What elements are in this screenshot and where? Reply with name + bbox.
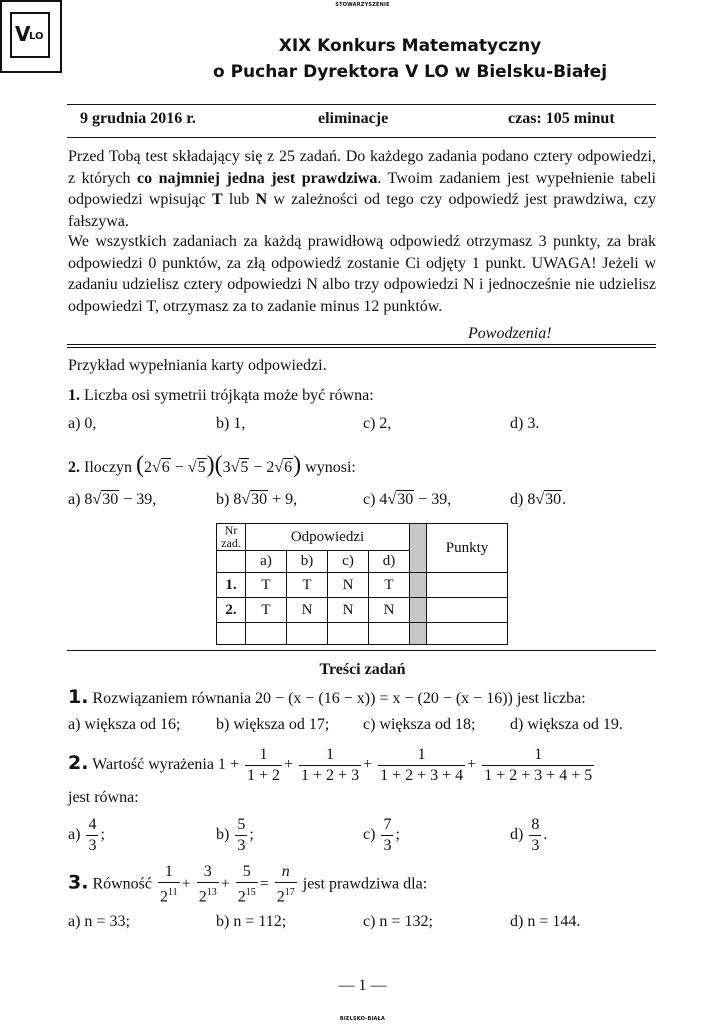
table-header-answers: Odpowiedzi bbox=[246, 524, 410, 551]
exam-date: 9 grudnia 2016 r. bbox=[80, 110, 196, 127]
table-cell: N bbox=[287, 598, 328, 623]
task-3-answer-c: c) n = 132; bbox=[363, 913, 433, 930]
table-cell: N bbox=[328, 573, 369, 598]
task-2-fraction: $\frac{1}{1 + 2 + 3}$ bbox=[301, 746, 360, 784]
table-points-cell bbox=[427, 598, 508, 623]
table-gray-cell bbox=[410, 573, 427, 598]
table-cell: T bbox=[246, 598, 287, 623]
table-cell: T bbox=[287, 573, 328, 598]
table-sub-b: b) bbox=[287, 551, 328, 573]
table-row-nr: 1. bbox=[217, 573, 246, 598]
contest-subtitle: o Puchar Dyrektora V LO w Bielsku-Białej bbox=[212, 62, 608, 82]
task-2-answer-b: b) $\frac{5}{3}$ ; bbox=[216, 816, 254, 854]
table-row-nr bbox=[217, 623, 246, 645]
intro-rule-2 bbox=[67, 347, 656, 348]
table-cell: N bbox=[328, 598, 369, 623]
table-cell bbox=[328, 623, 369, 645]
table-gray-cell bbox=[410, 623, 427, 645]
task-3-answer-b: b) n = 112; bbox=[216, 913, 287, 930]
task-3-fraction: $\frac{3}{2^{13}}$ bbox=[198, 863, 217, 906]
instructions-paragraph-1: Przed Tobą test składający się z 25 zadań. Do każdego zadania podano cztery odpowiedzi, z których co najmniej jedna jest prawdziwa. Twoim zadaniem jest wypełnienie tabeli odpowiedzi wpisując T lub N w zależności od tego czy odpowiedź jest prawdziwa, czy fałszywa. bbox=[68, 148, 657, 230]
example-q2-answer-a: a) 8√30 − 39, bbox=[68, 491, 157, 508]
table-row bbox=[217, 623, 508, 645]
task-2-fraction: $\frac{1}{1 + 2 + 3 + 4}$ bbox=[380, 746, 464, 784]
table-points-cell bbox=[427, 573, 508, 598]
table-row-nr: 2. bbox=[217, 598, 246, 623]
task-1-answer-d: d) większa od 19. bbox=[510, 716, 623, 733]
example-q1-answer-a: a) 0, bbox=[68, 415, 97, 432]
table-cell bbox=[287, 623, 328, 645]
exam-time: czas: 105 minut bbox=[508, 110, 615, 127]
table-cell: T bbox=[246, 573, 287, 598]
example-question-1: 1. Liczba osi symetrii trójkąta może być równa: bbox=[68, 387, 374, 404]
table-cell bbox=[369, 623, 410, 645]
table-header-nr-cont bbox=[217, 551, 246, 573]
example-q2-answer-d: d) 8√30. bbox=[510, 491, 567, 508]
task-3-answer-d: d) n = 144. bbox=[510, 913, 581, 930]
logo-top-text: STOWARZYSZENIE bbox=[335, 2, 390, 8]
page-number: — 1 — bbox=[338, 977, 387, 994]
table-row bbox=[217, 573, 508, 598]
table-points-cell bbox=[427, 623, 508, 645]
table-sub-d: d) bbox=[369, 551, 410, 573]
logo-letters-lo: LO bbox=[29, 31, 44, 42]
example-q1-answer-c: c) 2, bbox=[363, 415, 392, 432]
example-q2-answer-c: c) 4√30 − 39, bbox=[363, 491, 452, 508]
header-rule-bottom bbox=[67, 137, 656, 138]
example-answer-table bbox=[216, 523, 508, 645]
table-row bbox=[217, 598, 508, 623]
table-header-points: Punkty bbox=[427, 524, 508, 573]
table-gray-cell bbox=[410, 598, 427, 623]
task-1-answer-b: b) większa od 17; bbox=[216, 716, 330, 733]
example-question-2: 2. Iloczyn (2√6 − √5)(3√5 − 2√6) wynosi: bbox=[68, 452, 356, 478]
table-cell bbox=[246, 623, 287, 645]
logo-letter-v: V bbox=[15, 22, 31, 46]
exam-stage: eliminacje bbox=[318, 110, 389, 127]
instructions-paragraph-2: We wszystkich zadaniach za każdą prawidłową odpowiedź otrzymasz 3 punkty, za brak odpowiedzi 0 punktów, za złą odpowiedź zostanie Ci odjęty 1 punkt. UWAGA! Jeżeli w zadaniu udzielisz cztery odpowiedzi N albo trzy odpowiedzi N i jednocześnie nie udzielisz odpowiedzi T, otrzymasz za to zadanie minus 12 punktów. bbox=[68, 233, 656, 315]
section-rule bbox=[67, 650, 656, 651]
task-3-fraction: $\frac{1}{2^{11}}$ bbox=[160, 863, 178, 906]
task-2-suffix: jest równa: bbox=[68, 789, 139, 806]
task-2-answer-d: d) $\frac{8}{3}$ . bbox=[510, 816, 548, 854]
task-1-question: 1. Rozwiązaniem równania 20 − (x − (16 − x)) = x − (20 − (x − 16)) jest liczba: bbox=[68, 686, 586, 708]
example-q2-answer-b: b) 8√30 + 9, bbox=[216, 491, 298, 508]
task-2-fraction: $\frac{1}{1 + 2 + 3 + 4 + 5}$ bbox=[484, 746, 593, 784]
example-q1-answer-b: b) 1, bbox=[216, 415, 246, 432]
table-cell: T bbox=[369, 573, 410, 598]
table-gray-column bbox=[410, 524, 427, 573]
table-sub-c: c) bbox=[328, 551, 369, 573]
table-sub-a: a) bbox=[246, 551, 287, 573]
task-1-answer-a: a) większa od 16; bbox=[68, 716, 181, 733]
table-header-nr: Nr zad. bbox=[217, 524, 246, 551]
intro-rule-1 bbox=[67, 344, 656, 345]
task-3-fraction: $\frac{n}{2^{17}}$ bbox=[276, 863, 295, 906]
good-luck-note: Powodzenia! bbox=[468, 325, 552, 342]
task-3-question: 3. Równość $\frac{1}{2^{11}}$ + $\frac{3}{2^{13}}$ + $\frac{5}{2^{15}}$ = $\frac{n}{2^{17}}$ jest prawdziwa dla: bbox=[68, 863, 428, 906]
task-2-answer-c: c) $\frac{7}{3}$ ; bbox=[363, 816, 400, 854]
tasks-heading: Treści zadań bbox=[319, 661, 406, 678]
logo-bottom-text: BIELSKO-BIAŁA bbox=[339, 1016, 386, 1022]
task-2-question: 2. Wartość wyrażenia 1 + $\frac{1}{1 + 2}$ + $\frac{1}{1 + 2 + 3}$ + $\frac{1}{1 + 2 + 3 + 4}$ + $\frac{1}{1 + 2 + 3 + 4 + 5}$ bbox=[68, 746, 593, 784]
task-2-fraction: $\frac{1}{1 + 2}$ bbox=[246, 746, 280, 784]
header-rule-top bbox=[67, 104, 656, 105]
example-q1-answer-d: d) 3. bbox=[510, 415, 540, 432]
contest-title: XIX Konkurs Matematyczny bbox=[278, 36, 542, 56]
example-heading: Przykład wypełniania karty odpowiedzi. bbox=[68, 357, 327, 374]
task-3-answer-a: a) n = 33; bbox=[68, 913, 130, 930]
task-3-fraction: $\frac{5}{2^{15}}$ bbox=[237, 863, 256, 906]
task-2-answer-a: a) $\frac{4}{3}$ ; bbox=[68, 816, 105, 854]
task-1-answer-c: c) większa od 18; bbox=[363, 716, 476, 733]
table-cell: N bbox=[369, 598, 410, 623]
